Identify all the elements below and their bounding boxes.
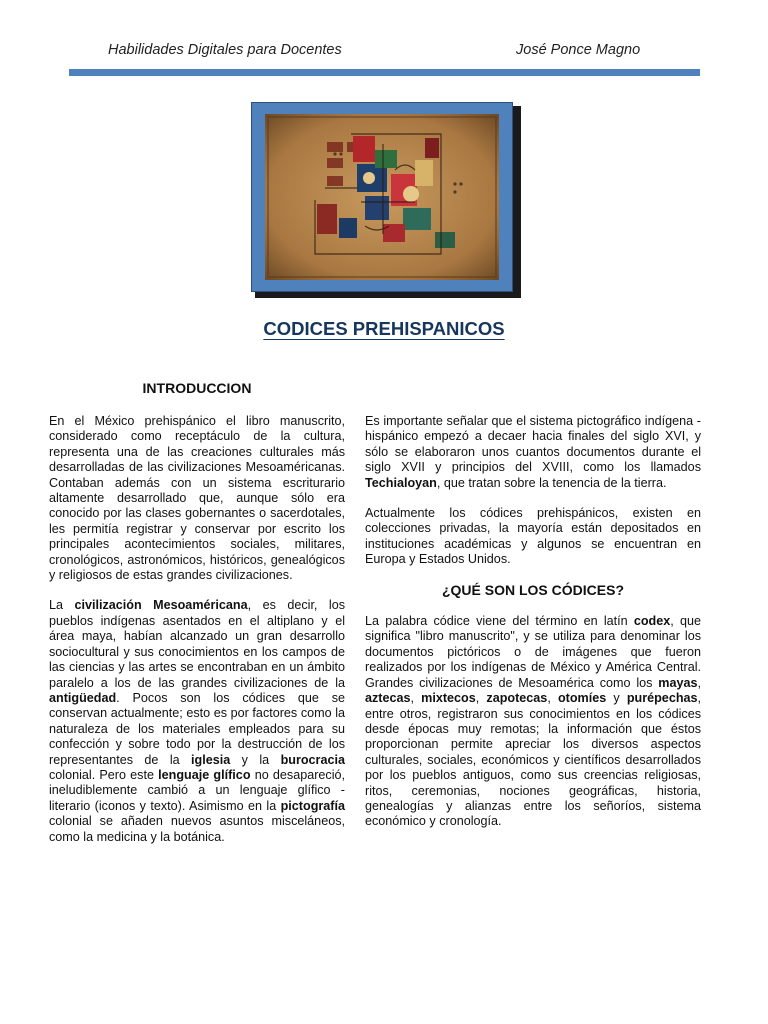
- left-column: [49, 414, 345, 860]
- right-column: [365, 414, 701, 845]
- intro-paragraph-1: En el México prehispánico el libro manuscrito, considerado como receptáculo de la cultura, representa una de las creaciones culturales más desarrolladas de las civilizaciones Mesoaméricanas. Contaban además con un sistema escriturario altamente desarrollado que, aunque sólo era conocido por las clases gobernantes o sacerdotales, les permitía registrar y conservar por escrito los principales acontecimientos sociales, militares, cronológicos, astronómicos, históricos, genealógicos y religiosos de estas grandes civilizaciones.: [49, 414, 345, 583]
- header-author: José Ponce Magno: [516, 42, 641, 58]
- document-title: CODICES PREHISPANICOS: [263, 318, 505, 339]
- codex-image: [251, 102, 517, 298]
- question-heading: ¿QUÉ SON LOS CÓDICES?: [441, 581, 624, 598]
- right-paragraph-1: Es importante señalar que el sistema pictográfico indígena - hispánico empezó a decaer hacia finales del siglo XVI, y sólo se elaboraron unos cuantos documentos durante el siglo XVII y principios del XVIII, como los llamados Techialoyan, que tratan sobre la tenencia de la tierra.: [365, 414, 701, 490]
- header-rule: [69, 69, 700, 76]
- header-course-title: Habilidades Digitales para Docentes: [108, 42, 342, 58]
- codex-illustration: [265, 114, 499, 280]
- right-paragraph-2: Actualmente los códices prehispánicos, existen en colecciones privadas, la mayoría están depositados en instituciones académicas y algunos se encuentran en Europa y Estados Unidos.: [365, 506, 701, 567]
- right-paragraph-3: La palabra códice viene del término en latín codex, que significa "libro manuscrito", y se utiliza para denominar los documentos pictóricos o de imágenes que fueron realizados por los indígenas de México y América Central. Grandes civilizaciones de Mesoamérica como los mayas, aztecas, mixtecos, zapotecas, otomíes y purépechas, entre otros, registraron sus conocimientos en los códices desde épocas muy remotas; la información que éstos proporcionan permite apreciar los diversos aspectos culturales, sociales, económicos y científicos desarrollados por los pueblos antiguos, como sus creencias religiosas, ritos, ceremonias, nociones geográficas, historia, genealogías y alianzas entre los señoríos, sistema económico y cronología.: [365, 614, 702, 829]
- introduction-heading: INTRODUCCION: [142, 380, 252, 396]
- intro-paragraph-2: La civilización Mesoaméricana, es decir, los pueblos indígenas asentados en el altiplano y el área maya, habían alcanzado un gran desarrollo sociocultural y sus conocimientos en los campos de las ciencias y las artes se encontraban en un ámbito paralelo a los de las grandes civilizaciones de la antigüedad. Pocos son los códices que se conservan actualmente; esto es por factores como la naturaleza de los materiales empleados para su confección y sobre todo por la destrucción de los representantes de la iglesia y la burocracia colonial. Pero este lenguaje glífico no desapareció, ineludiblemente cambió a un lenguaje glífico - literario (iconos y texto). Asimismo en la pictografía colonial se añaden nuevos asuntos misceláneos, como la medicina y la botánica.: [49, 598, 345, 844]
